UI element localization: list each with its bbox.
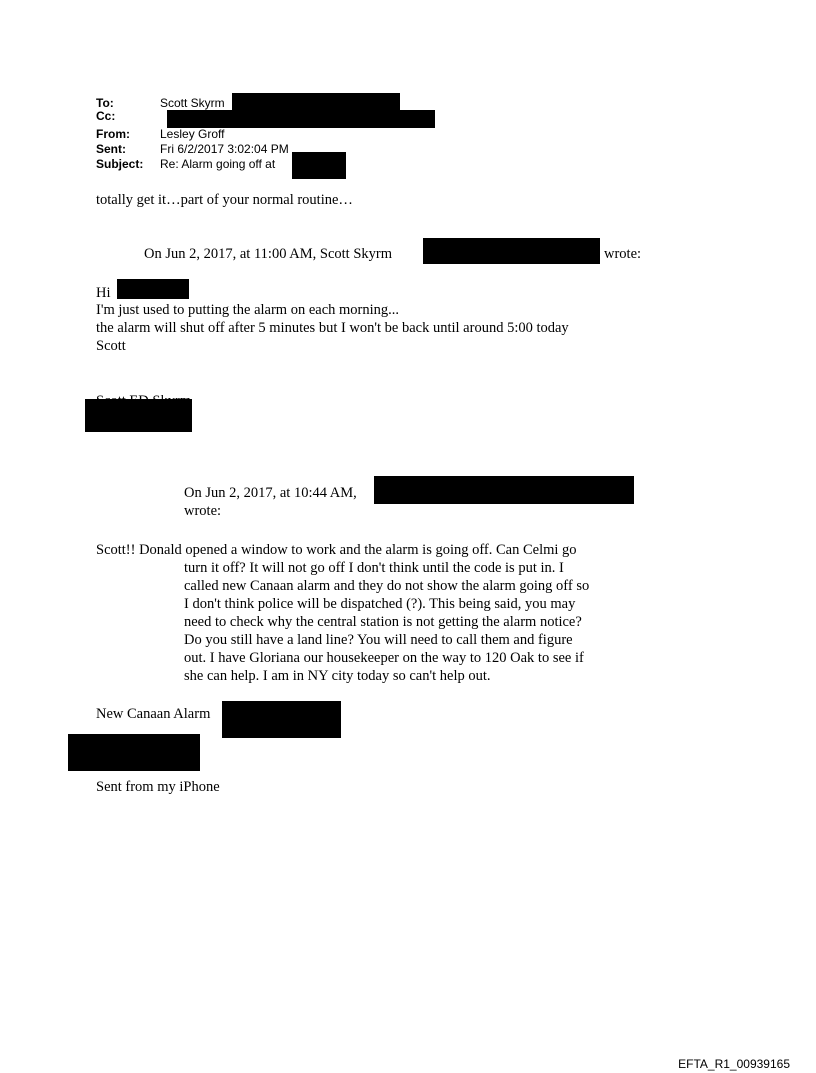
from-value: Lesley Groff [160,127,225,141]
quote2-line: turn it off? It will not go off I don't think until the code is put in. I [184,560,564,576]
redaction-quote2-sender [374,476,634,504]
sent-value: Fri 6/2/2017 3:02:04 PM [160,142,289,156]
sent-label: Sent: [96,142,126,156]
redaction-alarm-details [68,734,200,771]
from-label: From: [96,127,130,141]
quote2-line: Do you still have a land line? You will need to call them and figure [184,632,573,648]
redaction-greeting-name [117,279,189,299]
quote2-wrote: wrote: [184,503,222,519]
redaction-cc [167,110,435,128]
quote1-greeting: Hi [96,285,111,301]
subject-label: Subject: [96,157,144,171]
quote1-line: the alarm will shut off after 5 minutes but I won't be back until around 5:00 today [96,320,569,336]
subject-value: Re: Alarm going off at [160,157,276,171]
quote1-header: On Jun 2, 2017, at 11:00 AM, Scott Skyrm [144,246,392,262]
quote2-first-line: Scott!! Donald opened a window to work and the alarm is going off. Can Celmi go [96,542,577,558]
quote2-line: I don't think police will be dispatched (?). This being said, you may [184,596,576,612]
sent-from-iphone: Sent from my iPhone [96,779,220,795]
redaction-subject [292,152,346,179]
quote1-line: I'm just used to putting the alarm on each morning... [96,302,400,318]
reply-text: totally get it…part of your normal routine… [96,192,353,208]
alarm-company-label: New Canaan Alarm [96,706,211,722]
quote2-line: called new Canaan alarm and they do not show the alarm going off so [184,578,590,594]
to-label: To: [96,96,114,110]
quote2-line: she can help. I am in NY city today so can't help out. [184,668,491,684]
redaction-to-email [232,93,400,110]
to-value: Scott Skyrm [160,96,225,110]
quote1-wrote: wrote: [604,246,642,262]
quote2-line: out. I have Gloriana our housekeeper on the way to 120 Oak to see if [184,650,584,666]
quote1-line: Scott [96,338,126,354]
document-id: EFTA_R1_00939165 [678,1057,790,1071]
quote2-line: need to check why the central station is not getting the alarm notice? [184,614,582,630]
quote2-header: On Jun 2, 2017, at 10:44 AM, [184,485,357,501]
redaction-alarm-phone [222,701,341,738]
redaction-signature [85,399,192,432]
redaction-quote1-email [423,238,600,264]
cc-label: Cc: [96,109,116,123]
